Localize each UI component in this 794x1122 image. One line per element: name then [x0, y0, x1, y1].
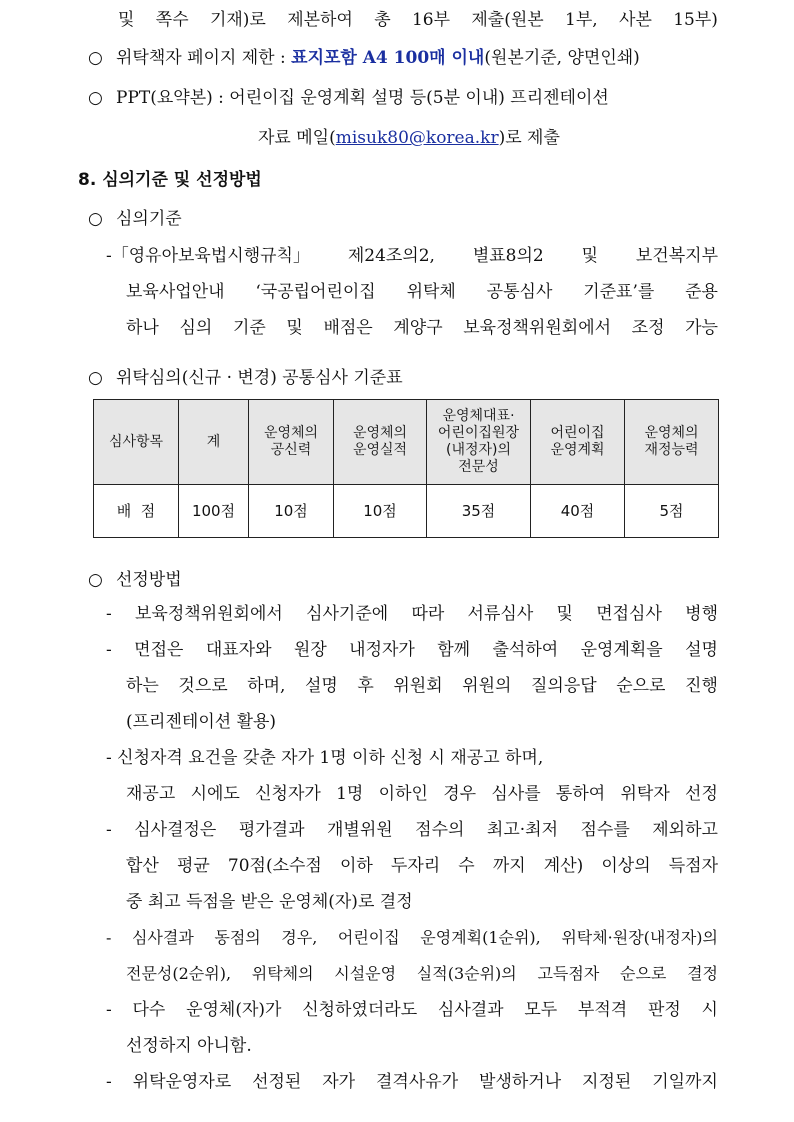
table-title: [88, 366, 403, 390]
bullet-circle: ○: [88, 88, 103, 108]
table-title-text: 위탁심의(신규 · 변경) 공통심사 기준표: [116, 368, 403, 388]
section-heading: 8. 심의기준 및 선정방법: [78, 170, 262, 190]
selection-line-12: [106, 998, 718, 1022]
header-cell: 계: [179, 400, 249, 485]
selection-line-8: [126, 854, 718, 878]
table-cell: 100점: [179, 485, 249, 538]
ppt-line2: [258, 126, 560, 150]
selection-line-3: [126, 674, 718, 698]
selection-line-10: [106, 926, 718, 950]
criteria-title: [88, 207, 182, 231]
header-cell: 어린이집 운영계획: [531, 400, 625, 485]
ppt-line1: PPT(요약본) : 어린이집 운영계획 설명 등(5분 이내) 프리젠테이션: [116, 88, 609, 108]
header-cell: 운영체대표· 어린이집원장 (내정자)의 전문성: [427, 400, 531, 485]
page-limit-suffix: (원본기준, 양면인쇄): [484, 48, 640, 68]
selection-line-14: [106, 1070, 718, 1094]
table-cell: 10점: [249, 485, 334, 538]
ppt-line2-suffix: )로 제출: [498, 128, 560, 148]
bullet-circle: ○: [88, 48, 103, 68]
criteria-line-text: -「영유아보육법시행규칙」 제24조의2, 별표8의2 및 보건복지부: [106, 246, 718, 266]
selection-line-text: - 면접은 대표자와 원장 내정자가 함께 출석하여 운영계획을 설명: [106, 640, 718, 660]
table-cell: 10점: [334, 485, 427, 538]
selection-line-text: - 심사결과 동점의 경우, 어린이집 운영계획(1순위), 위탁체·원장(내정자)의: [106, 928, 718, 947]
selection-line-text: 재공고 시에도 신청자가 1명 이하인 경우 심사를 통하여 위탁자 선정: [126, 784, 718, 804]
table-cell: 5점: [625, 485, 719, 538]
selection-line-2: [106, 638, 718, 662]
selection-line-1: [106, 602, 718, 626]
selection-line-13: 선정하지 아니함.: [126, 1036, 252, 1056]
selection-title: [88, 568, 182, 592]
email-link[interactable]: misuk80@korea.kr: [335, 128, 499, 148]
criteria-line-1: [106, 244, 718, 268]
selection-line-4: (프리젠테이션 활용): [126, 712, 277, 732]
table-row: [94, 485, 719, 538]
selection-line-text: - 다수 운영체(자)가 신청하였더라도 심사결과 모두 부적격 판정 시: [106, 1000, 718, 1020]
header-cell: 운영체의 공신력: [249, 400, 334, 485]
page-limit-highlight: 표지포함 A4 100매 이내: [291, 48, 485, 68]
ppt-line2-prefix: 자료 메일(: [258, 128, 336, 148]
selection-title-text: 선정방법: [116, 570, 182, 590]
table-cell: 40점: [531, 485, 625, 538]
criteria-line-text: 보육사업안내 ‘국공립어린이집 위탁체 공통심사 기준표’를 준용: [126, 282, 718, 302]
selection-line-text: 전문성(2순위), 위탁체의 시설운영 실적(3순위)의 고득점자 순으로 결정: [126, 964, 718, 983]
selection-line-text: - 보육정책위원회에서 심사기준에 따라 서류심사 및 면접심사 병행: [106, 604, 718, 624]
table-header-row: [94, 400, 719, 485]
submission-text: 및 쪽수 기재)로 제본하여 총 16부 제출(원본 1부, 사본 15부): [118, 10, 718, 30]
criteria-title-text: 심의기준: [116, 209, 182, 229]
table-cell: 35점: [427, 485, 531, 538]
page-limit-item: [88, 46, 640, 70]
criteria-table: [93, 399, 719, 538]
selection-line-9: 중 최고 득점을 받은 운영체(자)로 결정: [126, 892, 413, 912]
submission-line: [118, 8, 718, 32]
selection-line-text: - 심사결정은 평가결과 개별위원 점수의 최고·최저 점수를 제외하고: [106, 820, 718, 840]
header-cell: 운영체의 운영실적: [334, 400, 427, 485]
selection-line-text: 합산 평균 70점(소수점 이하 두자리 수 까지 계산) 이상의 득점자: [126, 856, 718, 876]
bullet-circle: ○: [88, 368, 103, 388]
header-cell: 운영체의 재정능력: [625, 400, 719, 485]
bullet-circle: ○: [88, 209, 103, 229]
selection-line-text: - 위탁운영자로 선정된 자가 결격사유가 발생하거나 지정된 기일까지: [106, 1072, 718, 1092]
criteria-line-3: [126, 316, 718, 340]
selection-line-11: [126, 962, 718, 986]
header-cell: 심사항목: [94, 400, 179, 485]
selection-line-text: 하는 것으로 하며, 설명 후 위원회 위원의 질의응답 순으로 진행: [126, 676, 718, 696]
criteria-line-2: [126, 280, 718, 304]
criteria-line-text: 하나 심의 기준 및 배점은 계양구 보육정책위원회에서 조정 가능: [126, 318, 718, 338]
bullet-circle: ○: [88, 570, 103, 590]
selection-line-6: [126, 782, 718, 806]
table-cell: 배 점: [94, 485, 179, 538]
page-limit-prefix: 위탁책자 페이지 제한 :: [116, 48, 292, 68]
selection-line-5: - 신청자격 요건을 갖춘 자가 1명 이하 신청 시 재공고 하며,: [106, 748, 544, 768]
selection-line-7: [106, 818, 718, 842]
ppt-item: [88, 86, 609, 110]
